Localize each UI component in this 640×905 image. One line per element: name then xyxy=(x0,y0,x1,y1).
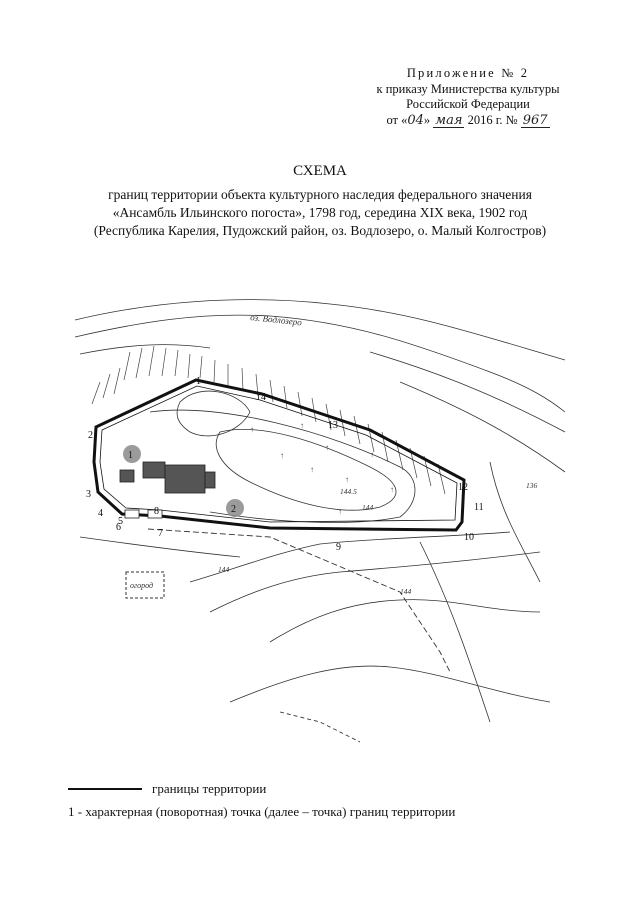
contour-line xyxy=(420,542,490,722)
garden-label: огород xyxy=(130,581,154,590)
slope-hatch xyxy=(92,368,120,404)
elevation-label: 144 xyxy=(400,587,412,596)
point-label: 9 xyxy=(336,542,341,553)
contour-line xyxy=(75,315,565,412)
building-church xyxy=(165,465,205,493)
point-label: 14 xyxy=(256,392,266,403)
contour-line xyxy=(210,552,540,612)
building-small xyxy=(125,510,139,518)
tree-symbol: ↑ xyxy=(338,507,342,516)
legend-boundary xyxy=(68,781,266,797)
building-church xyxy=(143,462,165,478)
point-label: 10 xyxy=(464,532,474,543)
contour-line xyxy=(75,300,565,360)
tree-symbol: ↑ xyxy=(300,421,304,430)
subtitle-line-1: границ территории объекта культурного наследия федерального значения xyxy=(108,187,532,202)
boundary-line-swatch xyxy=(68,788,142,790)
point-label: 7 xyxy=(158,528,163,539)
contour-line xyxy=(270,600,540,642)
point-label: 12 xyxy=(458,482,468,493)
point-label: 5 xyxy=(118,516,123,527)
object-label-2: 2 xyxy=(231,504,236,515)
point-label: 2 xyxy=(88,430,93,441)
boundary-map xyxy=(70,282,570,762)
contour-line xyxy=(490,462,540,582)
tree-symbol: ↑ xyxy=(250,425,254,434)
contour-line xyxy=(80,345,210,354)
date-month: мая xyxy=(435,112,463,128)
tree-symbol: ↑ xyxy=(345,475,349,484)
church-buildings xyxy=(120,462,215,518)
elevation-label: 144.5 xyxy=(340,487,357,496)
object-label-1: 1 xyxy=(128,450,133,461)
tree-symbol: ↑ xyxy=(310,465,314,474)
appendix-line-1: к приказу Министерства культуры xyxy=(376,81,560,96)
track-line xyxy=(148,529,450,672)
tree-symbol: ↑ xyxy=(390,485,394,494)
legend-point: 1 - характерная (поворотная) точка (далее – точка) границ территории xyxy=(68,804,456,819)
point-label: 6 xyxy=(116,522,121,533)
legend-boundary-label: границы территории xyxy=(152,781,267,796)
date-year: 2016 г. № xyxy=(467,112,518,127)
map-svg xyxy=(70,282,570,762)
point-label: 8 xyxy=(154,506,159,517)
order-number: 967 xyxy=(522,112,548,128)
date-prefix: от « xyxy=(386,112,408,127)
date-day: 04 xyxy=(407,112,424,128)
page-title: СХЕМА xyxy=(293,163,347,179)
track-line xyxy=(280,712,360,742)
tree-symbol: ↑ xyxy=(280,451,284,460)
subtitle-line-3: (Республика Карелия, Пудожский район, оз. Водлозеро, о. Малый Колгостров) xyxy=(93,223,547,238)
subtitle-line-2: «Ансамбль Ильинского погоста», 1798 год, середина XIX века, 1902 год xyxy=(112,205,528,220)
appendix-date-line xyxy=(348,113,588,129)
contour-line xyxy=(216,429,396,510)
contour-line xyxy=(230,666,550,702)
boundary-inner xyxy=(100,386,457,522)
contour-line xyxy=(80,537,240,557)
appendix-heading: Приложение № 2 xyxy=(406,66,530,80)
tree-symbol: ↑ xyxy=(370,450,374,459)
building-church xyxy=(205,472,215,488)
elevation-label: 144 xyxy=(218,565,230,574)
point-label: 13 xyxy=(328,420,338,431)
tree-symbol: ↑ xyxy=(325,443,329,452)
point-label: 11 xyxy=(474,502,484,513)
lake-label: оз. Водлозеро xyxy=(249,312,303,328)
elevation-label: 144 xyxy=(362,503,374,512)
date-mid: » xyxy=(423,112,431,127)
point-label: 3 xyxy=(86,489,91,500)
building-bell-tower xyxy=(120,470,134,482)
boundary-polygon xyxy=(94,380,464,530)
elevation-labels xyxy=(218,481,538,596)
page-subtitle xyxy=(60,186,580,240)
appendix-line-2: Российской Федерации xyxy=(406,97,530,111)
elevation-label: 136 xyxy=(526,481,538,490)
point-label: 1 xyxy=(196,376,201,387)
appendix-block xyxy=(348,66,588,128)
point-label: 4 xyxy=(98,508,103,519)
